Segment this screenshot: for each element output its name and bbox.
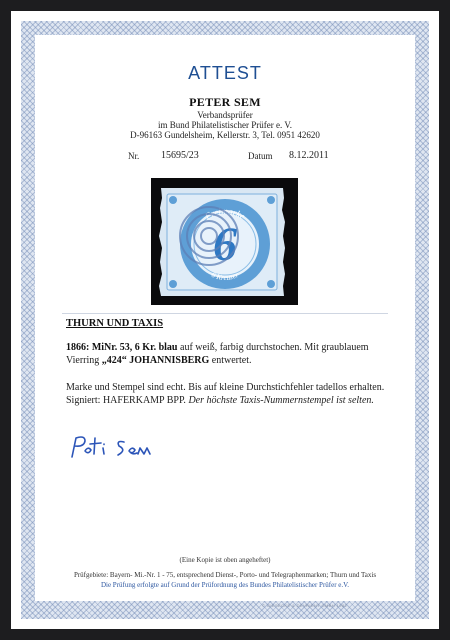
- stamp-numeral: 6: [213, 218, 237, 271]
- examination-fields: Prüfgebiete: Bayern- Mi.-Nr. 1 - 75, entsprechend Dienst-, Porto- und Telegraphenmarken; Thurn und Taxis: [73, 571, 377, 579]
- examiner-association: im Bund Philatelistischer Prüfer e. V.: [158, 120, 292, 130]
- opinion-text: [66, 381, 386, 407]
- catalog-reference: 1866: MiNr. 53, 6 Kr. blau: [66, 342, 178, 353]
- examiner-address: D-96163 Gundelsheim, Kellerstr. 3, Tel. 0951 42620: [130, 130, 320, 140]
- stamp-image: [151, 178, 298, 305]
- number-label: Nr.: [128, 151, 140, 161]
- description-text: auf weiß, farbig durchstochen. Mit graublauem Vierring: [66, 342, 369, 366]
- cancel-reference: „424“ JOHANNISBERG: [101, 355, 210, 366]
- certificate-title: ATTEST: [188, 63, 262, 83]
- examiner-name: PETER SEM: [189, 95, 261, 109]
- opinion-main: Marke und Stempel sind echt. Bis auf kleine Durchstichfehler tadellos erhalten. Signiert: HAFERKAMP BPP.: [66, 382, 385, 406]
- stamp-description: [66, 341, 386, 367]
- printer-copyright: © GIESECKE & DEVRIENT GMBH 1982: [262, 603, 348, 608]
- description-end: entwertet.: [209, 355, 252, 366]
- stamp-area-heading: THURN UND TAXIS: [66, 318, 164, 329]
- opinion-rarity-note: Der höchste Taxis-Nummernstempel ist selten.: [188, 395, 374, 406]
- divider: [62, 313, 388, 314]
- stamp-bottom-text: 6 Kreuzer: [209, 269, 241, 283]
- stamp-top-text: Freimarke: [203, 205, 247, 222]
- certificate-date: 8.12.2011: [289, 150, 329, 161]
- copy-attached-note: (Eine Kopie ist oben angeheftet): [179, 556, 271, 564]
- bpp-regulation-note: Die Prüfung erfolgte auf Grund der Prüfordnung des Bundes Philatelistischer Prüfer e.V.: [100, 581, 350, 589]
- certificate-number: 15695/23: [161, 150, 199, 161]
- examiner-role: Verbandsprüfer: [197, 110, 253, 120]
- examiner-signature: [66, 432, 176, 462]
- date-label: Datum: [248, 151, 273, 161]
